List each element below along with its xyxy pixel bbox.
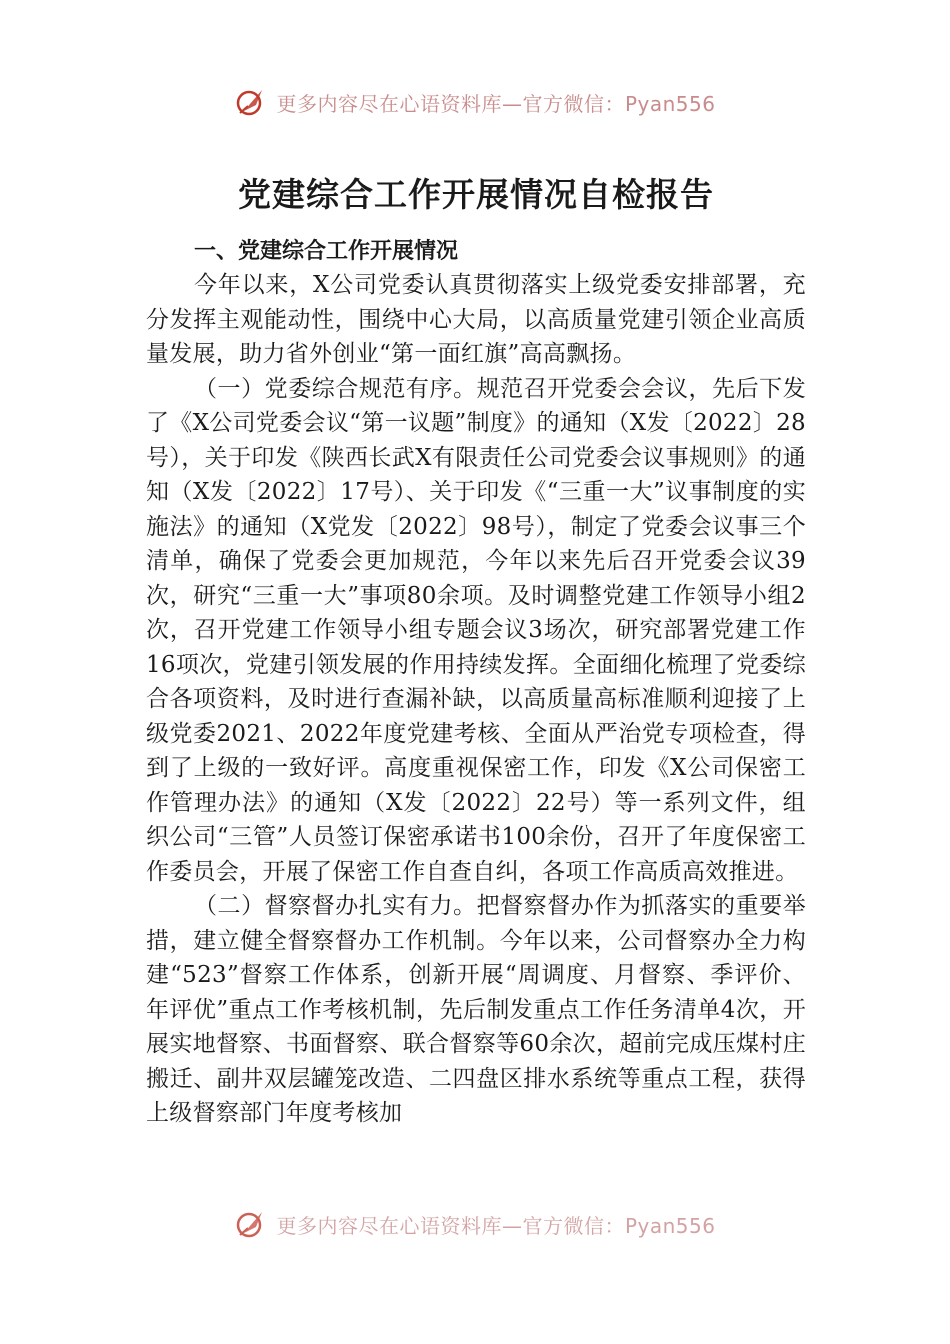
watermark-header (0, 82, 950, 122)
paragraph-lead: （一）党委综合规范有序。 (194, 375, 477, 402)
paragraph-lead: （二）督察督办扎实有力。 (194, 893, 477, 919)
paragraph-text: 把督察督办作为抓落实的重要举措，建立健全督察督办工作机制。今年以来，公司督察办全力构建“523”督察工作体系，创新开展“周调度、月督察、季评价、年评优”重点工作考核机制，先后制发重点工作任务清单4次，开展实地督察、书面督察、联合督察等60余次，超前完成压煤村庄搬迁、副井双层罐笼改造、二四盘区排水系统等重点工程，获得上级督察部门年度考核加 (146, 893, 806, 1126)
paragraph-supervision (146, 889, 806, 1131)
paragraph-text: 规范召开党委会会议，先后下发了《X公司党委会议“第一议题”制度》的通知（X发〔2022〕28号），关于印发《陕西长武X有限责任公司党委会议事规则》的通知（X发〔2022〕17号）、关于印发《“三重一大”议事制度的实施法》的通知（X党发〔2022〕98号），制定了党委会议事三个清单，确保了党委会更加规范，今年以来先后召开党委会议39次，研究“三重一大”事项80余项。及时调整党建工作领导小组2次，召开党建工作领导小组专题会议3场次，研究部署党建工作16项次，党建引领发展的作用持续发挥。全面细化梳理了党委综合各项资料，及时进行查漏补缺，以高质量高标准顺利迎接了上级党委2021、2022年度党建考核、全面从严治党专项检查，得到了上级的一致好评。高度重视保密工作，印发《X公司保密工作管理办法》的通知（X发〔2022〕22号）等一系列文件，组织公司“三管”人员签订保密承诺书100余份，召开了年度保密工作委员会，开展了保密工作自查自纠，各项工作高质高效推进。 (146, 375, 806, 885)
document-body (146, 170, 806, 1131)
paragraph-intro (146, 268, 806, 372)
paragraph-text: 今年以来，X公司党委认真贯彻落实上级党委安排部署，充分发挥主观能动性，围绕中心大局，以高质量党建引领企业高质量发展，助力省外创业“第一面红旗”高高飘扬。 (146, 272, 806, 367)
document-title: 党建综合工作开展情况自检报告 (238, 175, 714, 214)
feather-logo-icon (234, 85, 268, 119)
section-heading: 一、党建综合工作开展情况 (194, 239, 459, 264)
paragraph-party-committee (146, 372, 806, 890)
watermark-text: 更多内容尽在心语资料库—官方微信：Pyan556 (276, 91, 716, 116)
watermark-text: 更多内容尽在心语资料库—官方微信：Pyan556 (276, 1213, 716, 1238)
watermark-footer (0, 1206, 950, 1242)
feather-logo-icon (234, 1207, 268, 1241)
